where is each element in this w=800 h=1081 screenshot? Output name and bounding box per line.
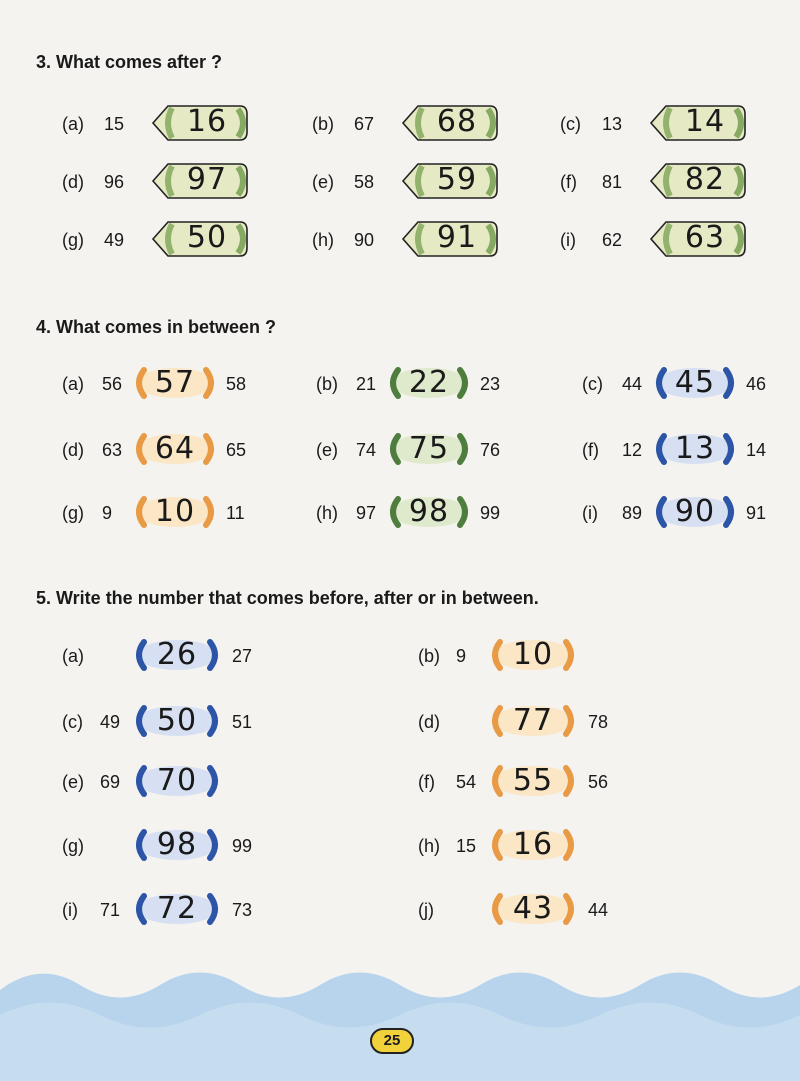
before-number: 56 — [102, 374, 123, 394]
given-number: 13 — [602, 114, 623, 134]
handwritten-answer: 72 — [156, 891, 198, 926]
handwritten-answer: 10 — [154, 494, 196, 529]
handwritten-answer: 57 — [154, 365, 196, 400]
answer-tag — [400, 218, 500, 260]
item-label: (f) — [582, 440, 599, 460]
answer-oval — [134, 891, 220, 927]
answer-tag — [150, 102, 250, 144]
handwritten-answer: 22 — [408, 365, 450, 400]
answer-tag — [400, 160, 500, 202]
before-number: 54 — [456, 772, 477, 792]
after-number: 27 — [232, 646, 253, 666]
item-label: (c) — [560, 114, 581, 134]
item-label: (i) — [582, 503, 598, 523]
item-label: (f) — [560, 172, 577, 192]
given-number: 49 — [104, 230, 125, 250]
given-number: 62 — [602, 230, 623, 250]
before-number: 44 — [622, 374, 643, 394]
item-label: (f) — [418, 772, 435, 792]
answer-tag — [150, 160, 250, 202]
after-number: 99 — [232, 836, 253, 856]
answer-oval — [134, 637, 220, 673]
item-label: (d) — [62, 440, 84, 460]
answer-tag — [400, 102, 500, 144]
handwritten-answer: 75 — [408, 431, 450, 466]
after-number: 91 — [746, 503, 767, 523]
before-number: 89 — [622, 503, 643, 523]
handwritten-answer: 91 — [436, 220, 478, 255]
handwritten-answer: 55 — [512, 763, 554, 798]
wave-decoration — [0, 960, 800, 1081]
given-number: 15 — [104, 114, 125, 134]
handwritten-answer: 77 — [512, 703, 554, 738]
after-number: 51 — [232, 712, 253, 732]
handwritten-answer: 64 — [154, 431, 196, 466]
section-5-title: 5. Write the number that comes before, after or in between. — [36, 588, 539, 608]
given-number: 58 — [354, 172, 375, 192]
answer-oval — [388, 431, 470, 467]
after-number: 56 — [588, 772, 609, 792]
before-number: 12 — [622, 440, 643, 460]
answer-tag — [150, 218, 250, 260]
answer-tag — [648, 160, 748, 202]
item-label: (g) — [62, 503, 84, 523]
item-label: (d) — [62, 172, 84, 192]
item-label: (j) — [418, 900, 434, 920]
handwritten-answer: 98 — [408, 494, 450, 529]
handwritten-answer: 98 — [156, 827, 198, 862]
item-label: (d) — [418, 712, 440, 732]
after-number: 23 — [480, 374, 501, 394]
handwritten-answer: 82 — [684, 162, 726, 197]
item-label: (i) — [560, 230, 576, 250]
answer-oval — [134, 365, 216, 401]
handwritten-answer: 50 — [156, 703, 198, 738]
answer-oval — [134, 494, 216, 530]
item-label: (h) — [316, 503, 338, 523]
handwritten-answer: 90 — [674, 494, 716, 529]
handwritten-answer: 13 — [674, 431, 716, 466]
answer-oval — [654, 494, 736, 530]
item-label: (e) — [62, 772, 84, 792]
item-label: (c) — [62, 712, 83, 732]
handwritten-answer: 14 — [684, 104, 726, 139]
answer-oval — [134, 763, 220, 799]
after-number: 76 — [480, 440, 501, 460]
handwritten-answer: 43 — [512, 891, 554, 926]
after-number: 46 — [746, 374, 767, 394]
item-label: (b) — [418, 646, 440, 666]
before-number: 49 — [100, 712, 121, 732]
after-number: 58 — [226, 374, 247, 394]
handwritten-answer: 45 — [674, 365, 716, 400]
answer-oval — [388, 365, 470, 401]
item-label: (c) — [582, 374, 603, 394]
before-number: 71 — [100, 900, 121, 920]
answer-oval — [490, 827, 576, 863]
answer-oval — [388, 494, 470, 530]
before-number: 69 — [100, 772, 121, 792]
handwritten-answer: 10 — [512, 637, 554, 672]
after-number: 11 — [226, 503, 245, 523]
after-number: 78 — [588, 712, 609, 732]
before-number: 9 — [102, 503, 113, 523]
given-number: 96 — [104, 172, 125, 192]
handwritten-answer: 16 — [512, 827, 554, 862]
after-number: 44 — [588, 900, 609, 920]
handwritten-answer: 59 — [436, 162, 478, 197]
after-number: 65 — [226, 440, 247, 460]
answer-oval — [490, 763, 576, 799]
answer-oval — [490, 703, 576, 739]
handwritten-answer: 63 — [684, 220, 726, 255]
item-label: (a) — [62, 114, 84, 134]
answer-oval — [134, 703, 220, 739]
before-number: 21 — [356, 374, 377, 394]
given-number: 81 — [602, 172, 623, 192]
answer-oval — [490, 637, 576, 673]
answer-oval — [654, 431, 736, 467]
after-number: 14 — [746, 440, 767, 460]
item-label: (h) — [418, 836, 440, 856]
before-number: 74 — [356, 440, 377, 460]
item-label: (a) — [62, 374, 84, 394]
handwritten-answer: 26 — [156, 637, 198, 672]
handwritten-answer: 97 — [186, 162, 228, 197]
item-label: (e) — [312, 172, 334, 192]
handwritten-answer: 16 — [186, 104, 228, 139]
before-number: 97 — [356, 503, 377, 523]
before-number: 9 — [456, 646, 467, 666]
handwritten-answer: 50 — [186, 220, 228, 255]
answer-oval — [134, 431, 216, 467]
after-number: 99 — [480, 503, 501, 523]
item-label: (g) — [62, 836, 84, 856]
answer-oval — [654, 365, 736, 401]
before-number: 63 — [102, 440, 123, 460]
answer-oval — [134, 827, 220, 863]
page-number-badge: 25 — [370, 1028, 414, 1054]
item-label: (a) — [62, 646, 84, 666]
item-label: (h) — [312, 230, 334, 250]
before-number: 15 — [456, 836, 477, 856]
item-label: (i) — [62, 900, 78, 920]
handwritten-answer: 68 — [436, 104, 478, 139]
answer-tag — [648, 102, 748, 144]
given-number: 90 — [354, 230, 375, 250]
after-number: 73 — [232, 900, 253, 920]
item-label: (b) — [312, 114, 334, 134]
item-label: (b) — [316, 374, 338, 394]
answer-tag — [648, 218, 748, 260]
given-number: 67 — [354, 114, 375, 134]
section-3-title: 3. What comes after ? — [36, 52, 223, 72]
item-label: (g) — [62, 230, 84, 250]
item-label: (e) — [316, 440, 338, 460]
handwritten-answer: 70 — [156, 763, 198, 798]
answer-oval — [490, 891, 576, 927]
section-4-title: 4. What comes in between ? — [36, 317, 277, 337]
